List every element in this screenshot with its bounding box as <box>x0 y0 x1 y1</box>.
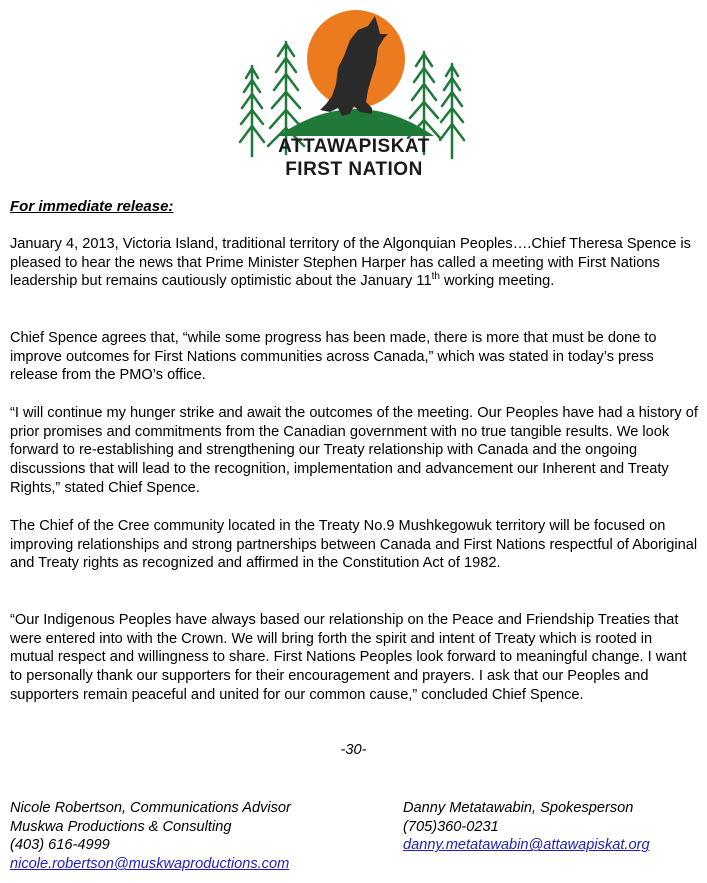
end-marker: -30- <box>340 742 367 758</box>
contact-right-phone: (705)360-0231 <box>403 818 499 835</box>
contact-left-email-link[interactable]: nicole.robertson@muskwaproductions.com <box>10 856 290 873</box>
contact-right <box>403 799 650 855</box>
contact-left-company: Muskwa Productions & Consulting <box>10 818 232 835</box>
paragraph-1-superscript: th <box>431 271 440 283</box>
contact-left-name: Nicole Robertson, Communications Advisor <box>10 800 291 816</box>
paragraph-2: Chief Spence agrees that, “while some progress has been made, there is more that must be done to improve outcomes for First Nations communities across Canada,” which was stated in today’s press release from the PMO’s office. <box>10 330 657 384</box>
paragraph-5: “Our Indigenous Peoples have always based our relationship on the Peace and Friendship Treaties that were entered into with the Crown. We will bring forth the spirit and intent of Treaty which is rooted in mutual respect and willingness to share. First Nations Peoples look forward to meaningful change. I want to personally thank our supporters for their encouragement and prayers. I ask that our Peoples and supporters remain peaceful and united for our common cause,” concluded Chief Spence. <box>10 612 687 703</box>
contact-right-email-link[interactable]: danny.metatawabin@attawapiskat.org <box>403 837 650 854</box>
release-label: For immediate release: <box>10 198 174 215</box>
logo-name-line1: ATTAWAPISKAT <box>278 136 430 157</box>
paragraph-3: “I will continue my hunger strike and await the outcomes of the meeting. Our Peoples have had a history of prior promises and commitments from the Canadian government with no true tangible results. We look forward to re-establishing and strengthening our Treaty relationship with Canada and the ongoing discussions that will lead to the recognition, implementation and advancement our Inherent and Treaty Rights,” stated Chief Spence. <box>10 405 698 496</box>
logo-name-line2: FIRST NATION <box>285 159 423 180</box>
contact-left-phone: (403) 616-4999 <box>10 837 110 854</box>
paragraph-4: The Chief of the Cree community located in the Treaty No.9 Mushkegowuk territory will be focused on improving relationships and strong partnerships between Canada and First Nations respectful of Aboriginal and Treaty rights as recognized and affirmed in the Constitution Act of 1982. <box>10 518 698 572</box>
paragraph-1-text: January 4, 2013, Victoria Island, traditional territory of the Algonquian Peoples….Chief Theresa Spence is pleased to hear the news that Prime Minister Stephen Harper has called a meeting with First Nations leadership but remains cautiously optimistic about the January 11 <box>10 236 691 290</box>
contact-right-name: Danny Metatawabin, Spokesperson <box>403 800 634 816</box>
paragraph-1 <box>10 235 698 291</box>
hill-shape <box>278 109 434 136</box>
paragraph-1-text-end: working meeting. <box>439 273 555 290</box>
contact-left <box>10 799 291 874</box>
